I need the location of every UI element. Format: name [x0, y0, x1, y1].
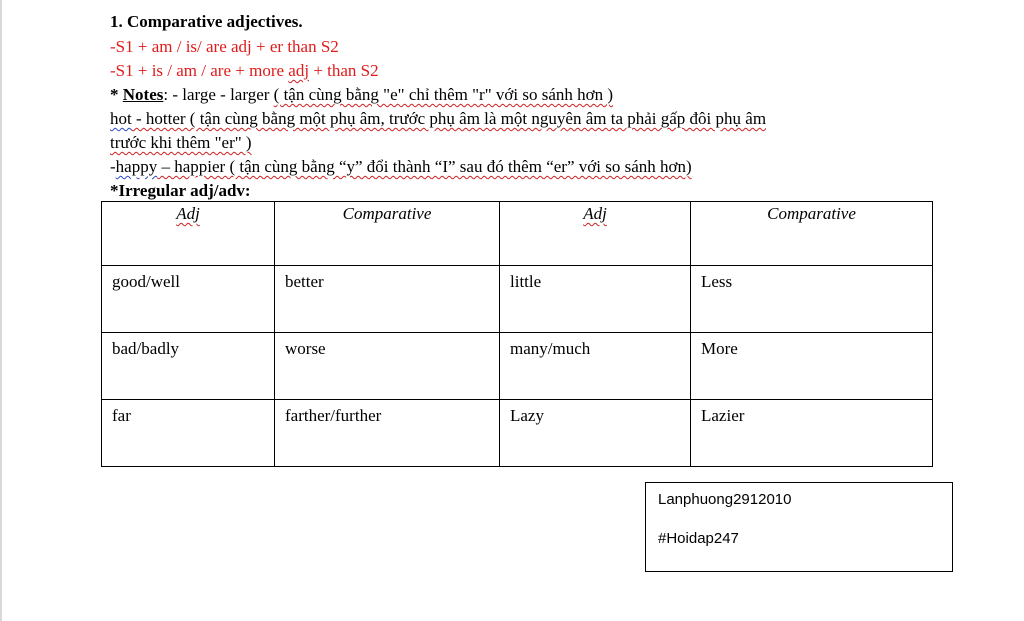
table-row [102, 400, 933, 467]
table-row [102, 266, 933, 333]
table-cell: bad/badly [102, 333, 275, 400]
hot-word: hot [110, 109, 132, 128]
irregular-heading: *Irregular adj/adv: [110, 181, 251, 200]
table-cell: many/much [500, 333, 691, 400]
notes-label: Notes [122, 85, 164, 104]
notes-line [110, 83, 613, 107]
table-row [102, 333, 933, 400]
happy-line [110, 155, 692, 179]
table-cell: good/well [102, 266, 275, 333]
section-heading: 1. Comparative adjectives. [110, 12, 303, 31]
credit-tag: #Hoidap247 [658, 530, 739, 547]
table-header-row [102, 202, 933, 266]
table-header-cell: Comparative [275, 202, 500, 266]
happy-prefix: - [110, 157, 116, 176]
table-cell: Lazier [691, 400, 933, 467]
rule2-before: -S1 + is / am / are + more [110, 61, 289, 80]
rule2-after: + than S2 [309, 61, 379, 80]
hot-line-1 [110, 107, 766, 131]
page-edge [0, 0, 2, 621]
rule2-adj: adj [288, 61, 310, 80]
credit-box [645, 482, 953, 572]
happy-word: happy [115, 157, 158, 176]
table-cell: Less [691, 266, 933, 333]
table-header-cell: Comparative [691, 202, 933, 266]
rule-line-2 [110, 59, 379, 83]
notes-star: * [110, 85, 123, 104]
table-header-cell: Adj [102, 202, 275, 266]
table-header-cell: Adj [500, 202, 691, 266]
table-cell: More [691, 333, 933, 400]
table-cell: worse [275, 333, 500, 400]
hot-text: - hotter ( tận cùng bằng một phụ âm, trước phụ âm là một nguyên âm ta phải gấp đôi phụ âm [131, 109, 767, 128]
hot-line-2: trước khi thêm "er" ) [110, 133, 252, 152]
table-cell: Lazy [500, 400, 691, 467]
notes-text: ( tận cùng bằng "e" chỉ thêm "r" với so sánh hơn ) [273, 85, 614, 104]
table-cell: farther/further [275, 400, 500, 467]
table-cell: little [500, 266, 691, 333]
table-cell: better [275, 266, 500, 333]
notes-colon: : - large - larger [163, 85, 274, 104]
irregular-table [101, 201, 933, 467]
rule-line-1: -S1 + am / is/ are adj + er than S2 [110, 37, 339, 56]
table-cell: far [102, 400, 275, 467]
happy-text: – happier ( tận cùng bằng “y” đổi thành “I” sau đó thêm “er” với so sánh hơn) [157, 157, 692, 176]
credit-author: Lanphuong2912010 [658, 491, 792, 508]
